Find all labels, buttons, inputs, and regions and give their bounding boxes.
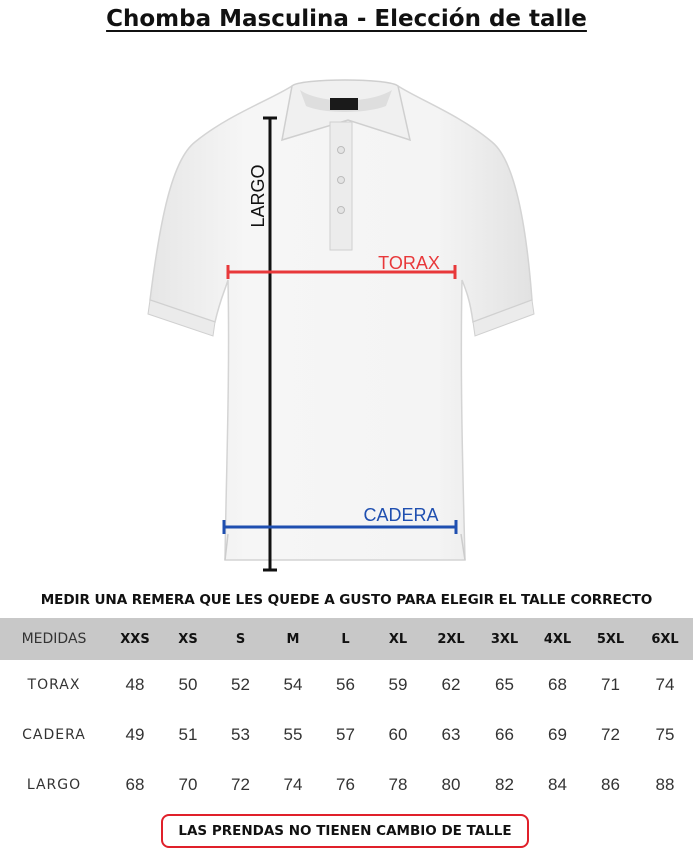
placket (330, 122, 352, 250)
table-cell: 63 (441, 725, 461, 744)
table-cell: 75 (655, 725, 675, 744)
table-cell: 49 (125, 725, 145, 744)
table-cell: 71 (601, 675, 620, 694)
header-size: 3XL (478, 618, 531, 660)
table-cell: 51 (178, 725, 198, 744)
header-size: XL (372, 618, 424, 660)
table-cell: 50 (178, 675, 198, 694)
header-size: 6XL (637, 618, 693, 660)
table-cell: 78 (388, 775, 408, 794)
table-cell: 66 (495, 725, 514, 744)
table-cell: 56 (336, 675, 355, 694)
row-label: CADERA (22, 727, 86, 743)
header-size: 2XL (424, 618, 478, 660)
row-label: TORAX (27, 677, 81, 693)
brand-tag (330, 98, 358, 110)
table-cell: 82 (495, 775, 514, 794)
header-size: 4XL (531, 618, 584, 660)
header-size: XXS (108, 618, 162, 660)
table-cell: 69 (548, 725, 567, 744)
table-cell: 65 (495, 675, 514, 694)
table-cell: 59 (388, 675, 408, 694)
header-medidas: MEDIDAS (0, 618, 108, 660)
measure-instruction: MEDIR UNA REMERA QUE LES QUEDE A GUSTO PARA ELEGIR EL TALLE CORRECTO (40, 592, 653, 608)
header-size: M (267, 618, 319, 660)
header-size: XS (162, 618, 214, 660)
table-cell: 48 (125, 675, 145, 694)
table-cell: 53 (231, 725, 250, 744)
table-cell: 88 (655, 775, 675, 794)
button (338, 147, 345, 154)
button (338, 207, 345, 214)
table-cell: 72 (231, 775, 250, 794)
table-cell: 80 (441, 775, 461, 794)
table-cell: 55 (283, 725, 303, 744)
table-row-torax (0, 660, 693, 710)
table-cell: 60 (388, 725, 408, 744)
page-title: Chomba Masculina - Elección de talle (106, 6, 587, 32)
table-cell: 52 (231, 675, 250, 694)
table-cell: 57 (336, 725, 355, 744)
table-header-row (0, 618, 693, 660)
table-cell: 84 (548, 775, 567, 794)
polo-shirt-illustration (0, 60, 693, 580)
button (338, 177, 345, 184)
table-row-cadera (0, 710, 693, 760)
table-cell: 76 (336, 775, 355, 794)
row-label: LARGO (26, 777, 82, 793)
polo-size-diagram (0, 60, 693, 580)
size-table (0, 618, 693, 810)
cadera-label: CADERA (363, 505, 439, 525)
header-size: 5XL (584, 618, 637, 660)
table-cell: 74 (655, 675, 675, 694)
largo-label: LARGO (248, 164, 268, 228)
table-cell: 86 (601, 775, 620, 794)
table-cell: 74 (283, 775, 303, 794)
table-row-largo (0, 760, 693, 810)
table-cell: 72 (601, 725, 620, 744)
table-cell: 68 (125, 775, 145, 794)
table-cell: 70 (178, 775, 198, 794)
table-cell: 68 (548, 675, 567, 694)
table-cell: 62 (441, 675, 461, 694)
torax-label: TORAX (378, 253, 440, 273)
header-size: L (319, 618, 372, 660)
header-size: S (214, 618, 267, 660)
table-cell: 54 (283, 675, 303, 694)
no-exchange-notice: LAS PRENDAS NO TIENEN CAMBIO DE TALLE (161, 814, 529, 848)
